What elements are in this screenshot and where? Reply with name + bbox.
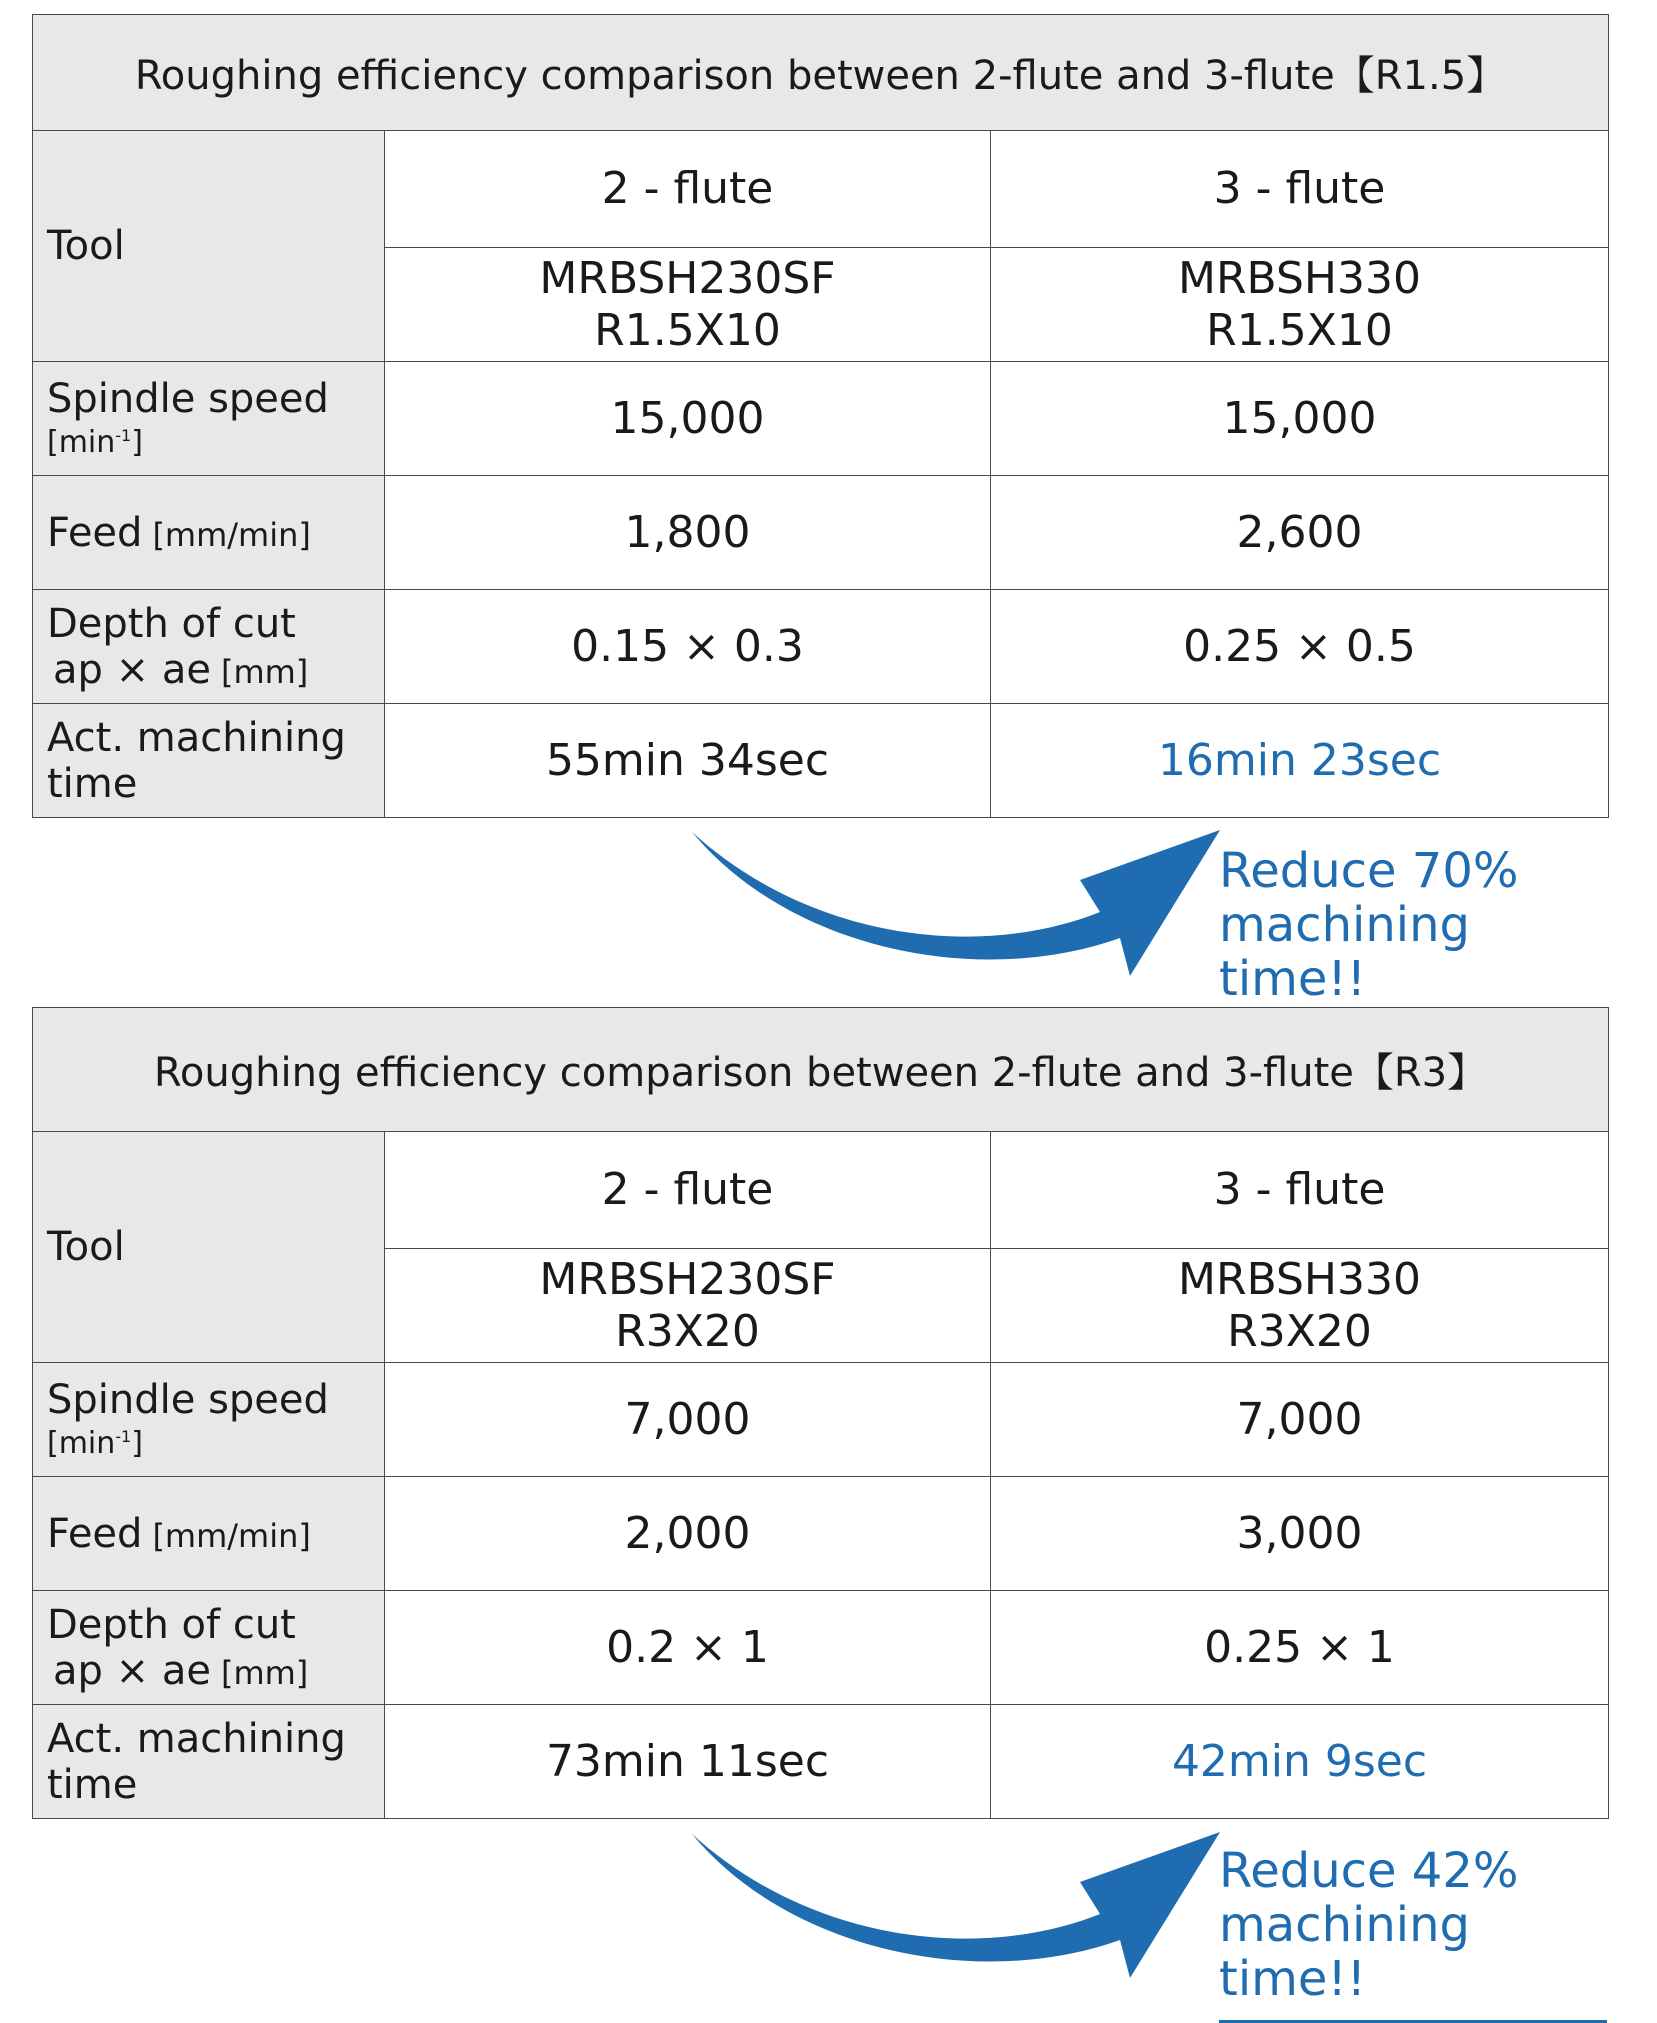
doc-3-value: 0.25 × 1 — [991, 1591, 1609, 1705]
time-2-value: 55min 34sec — [385, 704, 991, 818]
spindle-2-value: 7,000 — [385, 1363, 991, 1477]
callout-line2: machining time!! — [1219, 896, 1470, 1007]
tool-3-model — [991, 248, 1609, 362]
tool-label: Tool — [33, 1132, 385, 1363]
tool-3-model-line2: R3X20 — [1227, 1305, 1372, 1357]
callout-line1: Reduce 42% — [1219, 1843, 1519, 1899]
doc-text: Depth of cut — [47, 600, 296, 647]
curved-arrow-icon — [680, 820, 1240, 980]
feed-2-value: 2,000 — [385, 1477, 991, 1591]
tool-3-model-line1: MRBSH330 — [1178, 252, 1421, 304]
callout-line1: Reduce 70% — [1219, 843, 1519, 899]
spindle-speed-unit — [47, 426, 384, 461]
spindle-unit-base: [min — [47, 1426, 116, 1462]
doc-sub: ap × ae — [53, 646, 211, 693]
machining-time-label: Act. machining time — [33, 1705, 385, 1819]
tool-2-model-line2: R1.5X10 — [594, 304, 781, 356]
spindle-unit-sup: -1 — [115, 426, 132, 446]
spindle-speed-text: Spindle speed — [47, 376, 329, 423]
tool-2-model — [385, 1249, 991, 1363]
tool-3-model-line2: R1.5X10 — [1206, 304, 1393, 356]
feed-2-value: 1,800 — [385, 476, 991, 590]
tool-3-model-line1: MRBSH330 — [1178, 1253, 1421, 1305]
feed-label — [33, 1477, 385, 1591]
tool-3-model — [991, 1249, 1609, 1363]
spindle-unit-end: ] — [131, 425, 143, 461]
spindle-unit-end: ] — [131, 1426, 143, 1462]
doc-unit: [mm] — [220, 652, 309, 691]
tool-2-model-line1: MRBSH230SF — [539, 1253, 836, 1305]
feed-unit: [mm/min] — [152, 1516, 311, 1555]
callout-line2: machining time!! — [1219, 1896, 1470, 2007]
reduction-callout-r1-5 — [1219, 845, 1609, 1023]
time-3-value: 42min 9sec — [991, 1705, 1609, 1819]
table-title: Roughing efficiency comparison between 2-flute and 3-flute【R1.5】 — [33, 15, 1609, 131]
doc-unit: [mm] — [220, 1653, 309, 1692]
comparison-section-r1-5 — [32, 14, 1608, 818]
doc-2-value: 0.15 × 0.3 — [385, 590, 991, 704]
tool-label: Tool — [33, 131, 385, 362]
doc-3-value: 0.25 × 0.5 — [991, 590, 1609, 704]
comparison-table-r3 — [32, 1007, 1609, 1819]
table-title: Roughing efficiency comparison between 2-flute and 3-flute【R3】 — [33, 1008, 1609, 1132]
tool-2-model-line2: R3X20 — [615, 1305, 760, 1357]
spindle-speed-text: Spindle speed — [47, 1377, 329, 1424]
feed-unit: [mm/min] — [152, 515, 311, 554]
comparison-table-r1-5 — [32, 14, 1609, 818]
feed-3-value: 2,600 — [991, 476, 1609, 590]
tool-2-model-line1: MRBSH230SF — [539, 252, 836, 304]
spindle-unit-base: [min — [47, 425, 116, 461]
doc-text: Depth of cut — [47, 1601, 296, 1648]
tool-2-model — [385, 248, 991, 362]
flute-2-header: 2 - flute — [385, 1132, 991, 1249]
spindle-2-value: 15,000 — [385, 362, 991, 476]
feed-text: Feed — [47, 1510, 143, 1557]
comparison-section-r3 — [32, 1007, 1608, 1819]
doc-sub: ap × ae — [53, 1647, 211, 1694]
feed-3-value: 3,000 — [991, 1477, 1609, 1591]
depth-of-cut-label — [33, 590, 385, 704]
doc-2-value: 0.2 × 1 — [385, 1591, 991, 1705]
spindle-unit-sup: -1 — [115, 1427, 132, 1447]
reduction-callout-r3 — [1219, 1845, 1609, 2023]
flute-2-header: 2 - flute — [385, 131, 991, 248]
spindle-3-value: 7,000 — [991, 1363, 1609, 1477]
flute-3-header: 3 - flute — [991, 1132, 1609, 1249]
depth-of-cut-label — [33, 1591, 385, 1705]
time-2-value: 73min 11sec — [385, 1705, 991, 1819]
machining-time-label: Act. machining time — [33, 704, 385, 818]
curved-arrow-icon — [680, 1822, 1240, 1982]
time-3-value: 16min 23sec — [991, 704, 1609, 818]
spindle-3-value: 15,000 — [991, 362, 1609, 476]
feed-label — [33, 476, 385, 590]
spindle-speed-unit — [47, 1427, 384, 1462]
flute-3-header: 3 - flute — [991, 131, 1609, 248]
spindle-speed-label — [33, 362, 385, 476]
feed-text: Feed — [47, 509, 143, 556]
spindle-speed-label — [33, 1363, 385, 1477]
